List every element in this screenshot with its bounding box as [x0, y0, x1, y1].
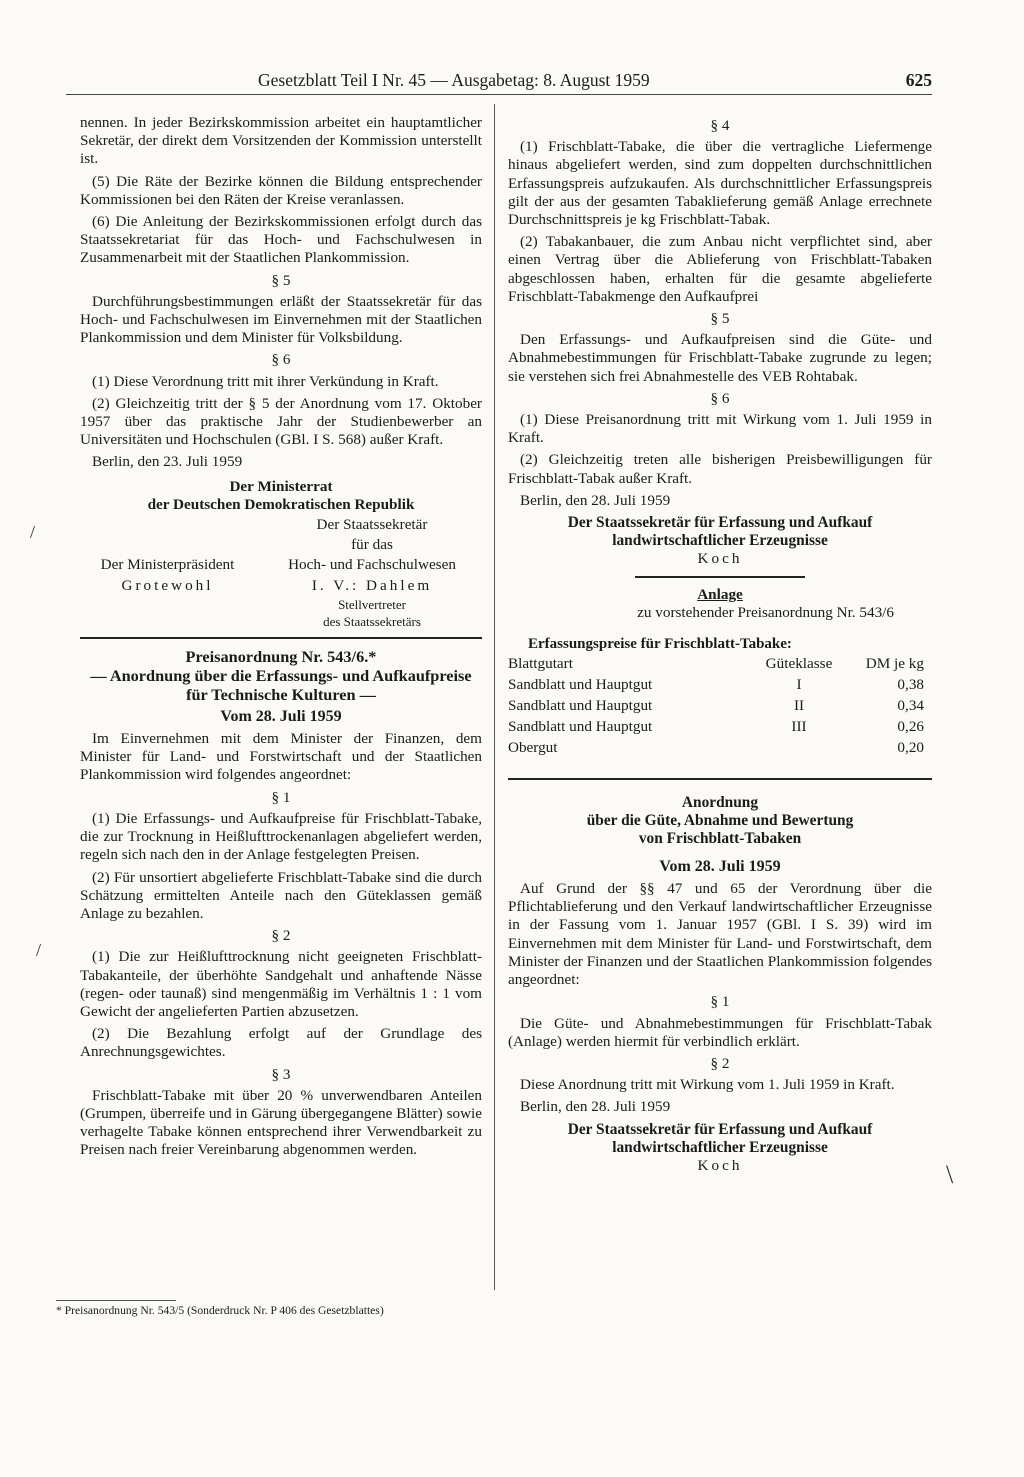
signatory-council: Der Ministerrat [229, 477, 333, 495]
section-paragraph: Frischblatt-Tabake mit über 20 % unverwendbaren Anteilen (Grumpen, überreife und in Gärung übergegangene Blätter) sowie verhagelte Tabake können entsprechend ihrer Verwendbarkeit zu Preisen nach freier Vereinbarung abgenommen werden. [80, 1086, 482, 1159]
table-cell: 0,20 [897, 738, 924, 756]
annex-divider [635, 576, 805, 578]
table-header: Blattgutart [508, 654, 573, 672]
table-cell: 0,34 [897, 696, 924, 714]
signature-name: I. V.: Dahlem [311, 576, 433, 594]
ordinance-title: Anordnung [681, 793, 759, 811]
intro-paragraph: Im Einvernehmen mit dem Minister der Finanzen, dem Minister für Land- und Forstwirtschaft und der Staatlichen Plankommission wird folgendes angeordnet: [80, 730, 482, 784]
table-cell: 0,26 [897, 717, 924, 735]
annex-subtitle: zu vorstehender Preisanordnung Nr. 543/6 [637, 604, 894, 622]
signature-line: Der Ministerpräsident [100, 556, 235, 574]
section-heading: § 1 [710, 993, 730, 1011]
section-text: Durchführungsbestimmungen erläßt der Staatssekretär für das Hoch- und Fachschulwesen im Einvernehmen mit der Staatlichen Plankommission und dem Minister für Volksbildung. [80, 292, 482, 347]
signature-block [80, 516, 482, 534]
price-table [508, 655, 932, 760]
paragraph-5: (5) Die Räte der Bezirke können die Bildung entsprechender Kommissionen bei den Räten der Kreise veranlassen. [80, 172, 482, 208]
margin-mark: / [36, 940, 42, 960]
page-number: 625 [905, 70, 932, 90]
ordinance-subtitle: von Frischblatt-Tabaken [638, 829, 802, 847]
section-paragraph: (2) Für unsortiert abgelieferte Frischblatt-Tabake sind die durch Schätzung ermittelten Anteile nach den Güteklassen gemäß Anlage zu bezahlen. [80, 868, 482, 922]
signatory-council-2: der Deutschen Demokratischen Republik [147, 495, 415, 513]
section-heading: § 1 [271, 788, 291, 806]
header-title: Gesetzblatt Teil I Nr. 45 — Ausgabetag: 8. August 1959 [258, 70, 650, 90]
table-row [508, 697, 932, 718]
margin-mark: \ [946, 1160, 954, 1189]
paragraph-6: (6) Die Anleitung der Bezirkskommissionen erfolgt durch das Staatssekretariat für das Hoch- und Fachschulwesen in Zusammenarbeit mit der Staatlichen Plankommission. [80, 213, 482, 267]
signature-line: Stellvertreter [338, 596, 406, 612]
table-header: Güteklasse [765, 654, 833, 672]
ordinance-subtitle: — Anordnung über die Erfassungs- und Aufkaufpreise für Technische Kulturen — [90, 665, 472, 704]
section-paragraph: (1) Diese Verordnung tritt mit ihrer Verkündung in Kraft. [92, 372, 439, 390]
footnote-rule [56, 1300, 176, 1301]
signature-line: für das [351, 536, 393, 554]
table-cell: Sandblatt und Hauptgut [508, 717, 653, 735]
footnote-text: * Preisanordnung Nr. 543/5 (Sonderdruck Nr. P 406 des Gesetzblattes) [56, 1304, 384, 1317]
place-date: Berlin, den 28. Juli 1959 [520, 1098, 671, 1116]
table-title: Erfassungspreise für Frischblatt-Tabake: [528, 635, 792, 652]
section-paragraph: (1) Frischblatt-Tabake, die über die vertragliche Liefermenge hinaus abgeliefert werden, sind zum doppelten durchschnittlichen Erfassungspreis aufzukaufen. Als durchschnittlicher Erfassungspreis gilt der aus der gesamten Tabaklieferung gemäß Anlage errechnete Durchschnittspreis je kg Frischblatt-Tabak. [508, 138, 932, 229]
table-cell: Sandblatt und Hauptgut [508, 696, 653, 714]
header-rule [66, 94, 932, 95]
table-cell: 0,38 [897, 675, 924, 693]
continued-paragraph: nennen. In jeder Bezirkskommission arbeitet ein hauptamtlicher Sekretär, der direkt dem Vorsitzenden der Kommission unterstellt ist. [80, 114, 482, 168]
section-heading: § 5 [710, 310, 730, 328]
signatory-authority: Der Staatssekretär für Erfassung und Aufkauf [567, 514, 873, 532]
section-heading: § 3 [271, 1065, 291, 1083]
section-heading: § 4 [710, 117, 730, 134]
signature-name: Grotewohl [121, 576, 214, 594]
section-heading: § 6 [710, 389, 730, 407]
section-divider [508, 778, 932, 780]
table-row [508, 739, 932, 760]
table-cell: Sandblatt und Hauptgut [508, 675, 653, 693]
table-cell: Obergut [508, 738, 558, 756]
section-paragraph: (1) Diese Preisanordnung tritt mit Wirkung vom 1. Juli 1959 in Kraft. [508, 411, 932, 447]
ordinance-date: Vom 28. Juli 1959 [220, 707, 342, 725]
signature-name: Koch [697, 1156, 743, 1174]
section-paragraph: (2) Tabakanbauer, die zum Anbau nicht verpflichtet sind, aber einen Vertrag über die Ablieferung von Frischblatt-Tabaken abgeschlossen haben, erhalten für die gesamte abgelieferte Frischblatt-Tabakmenge den Aufkaufprei [508, 233, 932, 305]
page-header [66, 70, 932, 92]
section-paragraph: (1) Die Erfassungs- und Aufkaufpreise für Frischblatt-Tabake, die zur Trocknung in Heißlufttrockenanlagen abgeliefert werden, regeln sich nach den in der Anlage festgelegten Preisen. [80, 809, 482, 864]
signatory-authority-2: landwirtschaftlicher Erzeugnisse [612, 1138, 828, 1156]
signature-line: Hoch- und Fachschulwesen [288, 556, 456, 574]
ordinance-title: Preisanordnung Nr. 543/6.* [185, 646, 377, 666]
place-date: Berlin, den 28. Juli 1959 [520, 491, 671, 509]
section-heading: § 5 [271, 271, 291, 289]
section-paragraph: (2) Die Bezahlung erfolgt auf der Grundlage des Anrechnungsgewichtes. [80, 1025, 482, 1061]
section-paragraph: (2) Gleichzeitig treten alle bisherigen Preisbewilligungen für Frischblatt-Tabak außer Kraft. [508, 451, 932, 487]
signatory-authority-2: landwirtschaftlicher Erzeugnisse [612, 532, 828, 550]
column-divider [494, 104, 495, 1290]
section-divider [80, 637, 482, 639]
table-cell: I [796, 675, 802, 693]
table-header-row [508, 655, 932, 676]
section-text: Den Erfassungs- und Aufkaufpreisen sind die Güte- und Abnahmebestimmungen für Frischblatt-Tabake zugrunde zu legen; sie verstehen sich frei Abnahmestelle des VEB Rohtabak. [508, 331, 932, 385]
section-heading: § 2 [271, 927, 291, 945]
section-heading: § 2 [710, 1054, 730, 1072]
table-cell: III [791, 717, 807, 735]
margin-mark: / [30, 522, 36, 542]
table-cell: II [793, 696, 805, 714]
table-header: DM je kg [865, 654, 924, 672]
left-column [80, 114, 482, 1164]
signature-line: Der Staatssekretär [316, 516, 428, 534]
section-heading: § 6 [271, 351, 291, 369]
footnote [56, 1300, 480, 1317]
signatory-authority: Der Staatssekretär für Erfassung und Aufkauf [567, 1120, 873, 1138]
section-paragraph: (2) Gleichzeitig tritt der § 5 der Anordnung vom 17. Oktober 1957 über das praktische Jahr der Studienbewerber an Universitäten und Hochschulen (GBl. I S. 568) außer Kraft. [80, 394, 482, 449]
right-column [508, 114, 932, 1175]
section-text: Die Güte- und Abnahmebestimmungen für Frischblatt-Tabak (Anlage) werden hiermit für verbindlich erklärt. [508, 1014, 932, 1050]
signature-name: Koch [697, 550, 743, 568]
intro-paragraph: Auf Grund der §§ 47 und 65 der Verordnung über die Pflichtablieferung und den Verkauf landwirtschaftlicher Erzeugnisse in der Fassung vom 1. Januar 1957 (GBl. I S. 39) wird im Einvernehmen mit dem Minister für Land- und Forstwirtschaft, dem Minister der Finanzen und der Staatlichen Plankommission folgendes angeordnet: [508, 880, 932, 989]
section-paragraph: (1) Die zur Heißlufttrocknung nicht geeigneten Frischblatt-Tabakanteile, der überhöhte Sandgehalt und anhaftende Nässe (regen- oder taunaß) sind mengenmäßig im Verhältnis 1 : 1 vom Gewicht der angelieferten Partien abzusetzen. [80, 948, 482, 1020]
ordinance-date: Vom 28. Juli 1959 [659, 857, 781, 875]
signature-line: des Staatssekretärs [323, 613, 421, 629]
section-text: Diese Anordnung tritt mit Wirkung vom 1. Juli 1959 in Kraft. [520, 1076, 895, 1094]
table-cell [744, 739, 854, 760]
table-row [508, 718, 932, 739]
place-date: Berlin, den 23. Juli 1959 [92, 453, 243, 471]
annex-title: Anlage [697, 586, 743, 604]
table-row [508, 676, 932, 697]
ordinance-subtitle: über die Güte, Abnahme und Bewertung [586, 811, 854, 829]
